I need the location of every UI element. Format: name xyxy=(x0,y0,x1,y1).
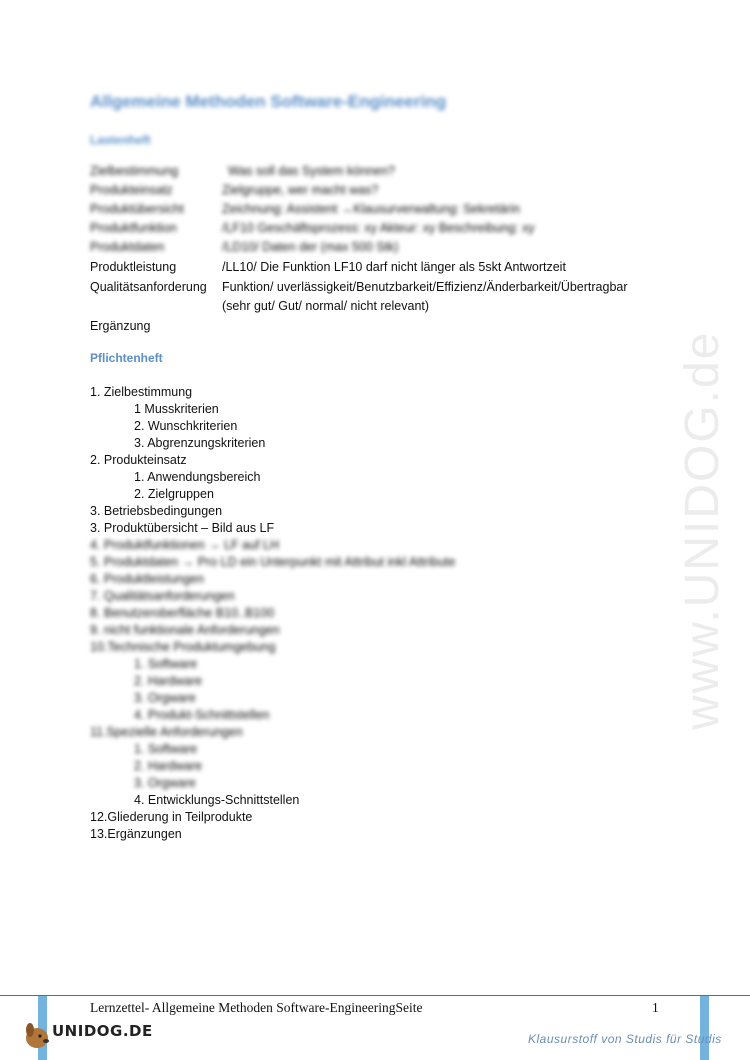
list-item: 3. Abgrenzungskriterien xyxy=(134,436,266,450)
row-label: Ergänzung xyxy=(90,319,151,333)
list-item: 13.Ergänzungen xyxy=(90,827,182,841)
list-item: 5. Produktdaten → Pro LD ein Unterpunkt mit Attribut inkl Attribute xyxy=(90,555,456,569)
row-label: Produktfunktion xyxy=(90,221,177,235)
pflichtenheft-heading: Pflichtenheft xyxy=(90,351,163,365)
list-item: 4. Entwicklungs-Schnittstellen xyxy=(134,793,300,807)
list-item: 7. Qualitätsanforderungen xyxy=(90,589,235,603)
row-label: Qualitätsanforderung xyxy=(90,280,207,294)
watermark xyxy=(640,280,750,740)
row-value: /LF10 Geschäftsprozess: xy Akteur: xy Beschreibung: xy xyxy=(222,221,535,235)
list-item: 2. Produkteinsatz xyxy=(90,453,187,467)
list-item: 1 Musskriterien xyxy=(134,402,219,416)
row-value: /LL10/ Die Funktion LF10 darf nicht länger als 5skt Antwortzeit xyxy=(222,260,566,274)
list-item: 3. Produktübersicht – Bild aus LF xyxy=(90,521,275,535)
lastenheft-heading: Lastenheft xyxy=(90,133,151,147)
list-item: 10.Technische Produktumgebung xyxy=(90,640,276,654)
list-item: 1. Software xyxy=(134,657,198,671)
footer-divider xyxy=(0,995,750,996)
row-label: Produktübersicht xyxy=(90,202,184,216)
pflichtenheft-list xyxy=(90,384,455,843)
footer-tagline: Klausurstoff von Studis für Studis xyxy=(528,1032,722,1046)
row-label: Produktdaten xyxy=(90,240,165,254)
row-label: Produkteinsatz xyxy=(90,183,173,197)
list-item: 2. Hardware xyxy=(134,759,203,773)
row-label: Zielbestimmung xyxy=(90,164,179,178)
row-label: Produktleistung xyxy=(90,260,177,274)
list-item: 4. Produktfunktionen → LF auf LH xyxy=(90,538,279,552)
list-item: 1. Zielbestimmung xyxy=(90,385,193,399)
list-item: 9. nicht funktionale Anforderungen xyxy=(90,623,280,637)
document-title: Allgemeine Methoden Software-Engineering xyxy=(90,92,447,111)
footer-title: Lernzettel- Allgemeine Methoden Software-EngineeringSeite xyxy=(90,1000,423,1015)
row-value: (sehr gut/ Gut/ normal/ nicht relevant) xyxy=(222,299,430,313)
unidog-logo xyxy=(22,1016,162,1052)
watermark-text: www.UNIDOG.de xyxy=(676,330,729,730)
list-item: 3. Orgware xyxy=(134,691,196,705)
list-item: 1. Software xyxy=(134,742,198,756)
list-item: 6. Produktleistungen xyxy=(90,572,204,586)
row-value: Zielgruppe, wer macht was? xyxy=(222,183,379,197)
list-item: 12.Gliederung in Teilprodukte xyxy=(90,810,253,824)
list-item: 2. Hardware xyxy=(134,674,203,688)
row-value: Was soll das System können? xyxy=(228,164,395,178)
logo-text: UNIDOG.DE xyxy=(52,1022,153,1040)
list-item: 8. Benutzeroberfläche B10..B100 xyxy=(90,606,275,620)
list-item: 3. Betriebsbedingungen xyxy=(90,504,223,518)
list-item: 3. Orgware xyxy=(134,776,196,790)
list-item: 4. Produkt-Schnittstellen xyxy=(134,708,270,722)
list-item: 2. Zielgruppen xyxy=(134,487,214,501)
row-value: Zeichnung: Assistent →Klausurverwaltung: Sekretärin xyxy=(222,202,521,216)
row-value: /LD10/ Daten der (max 500 Stk) xyxy=(222,240,399,254)
list-item: 11.Spezielle Anforderungen xyxy=(90,725,243,739)
page-number: 1 xyxy=(652,1000,659,1015)
dog-icon xyxy=(22,1016,56,1052)
list-item: 1. Anwendungsbereich xyxy=(134,470,261,484)
footer-accent-bar-right xyxy=(700,996,709,1060)
list-item: 2. Wunschkriterien xyxy=(134,419,238,433)
row-value: Funktion/ uverlässigkeit/Benutzbarkeit/Effizienz/Änderbarkeit/Übertragbar xyxy=(222,280,628,294)
